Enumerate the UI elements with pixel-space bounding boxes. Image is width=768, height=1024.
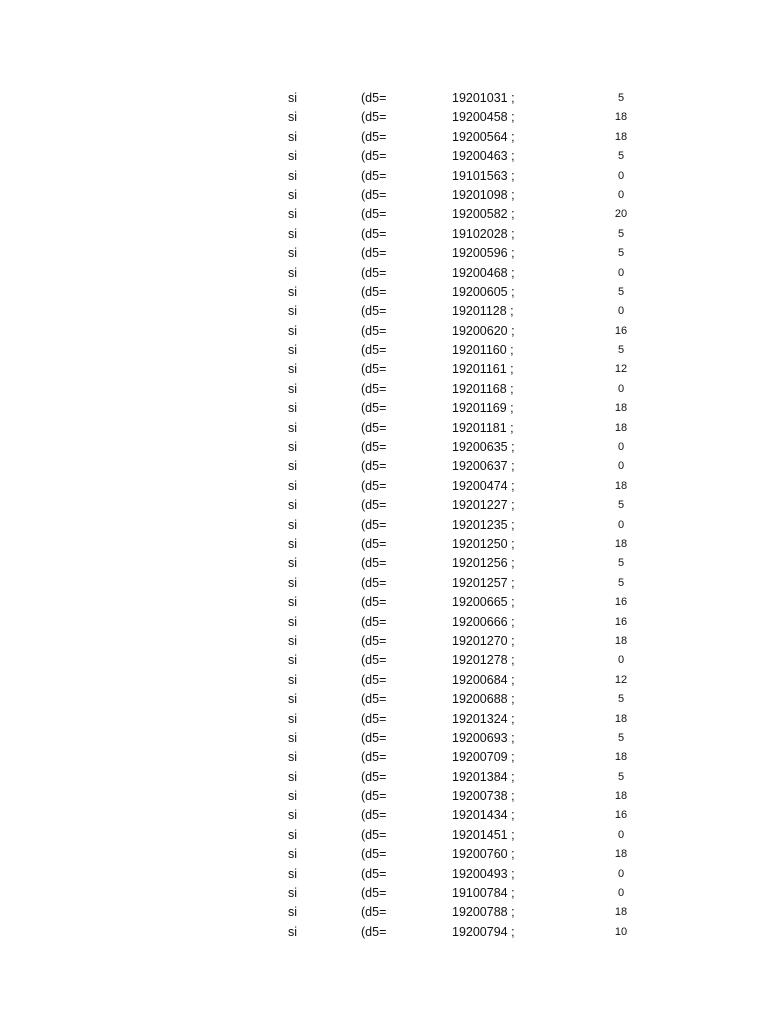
formula-row [0,865,768,884]
condition-expression: (d5= [361,284,387,299]
function-name: si [288,614,298,629]
function-name: si [288,692,298,707]
function-name: si [288,769,298,784]
condition-expression: (d5= [361,362,387,377]
result-value: 10 [614,925,628,938]
id-value: 19201451 ; [452,827,515,842]
condition-expression: (d5= [361,866,387,881]
id-value: 19200666 ; [452,614,515,629]
function-name: si [288,886,298,901]
function-name: si [288,711,298,726]
id-value: 19200605 ; [452,284,515,299]
id-value: 19201227 ; [452,498,515,513]
result-value: 5 [617,499,625,512]
function-name: si [288,246,298,261]
condition-expression: (d5= [361,672,387,687]
formula-row [0,128,768,147]
function-name: si [288,905,298,920]
condition-expression: (d5= [361,924,387,939]
condition-expression: (d5= [361,323,387,338]
result-value: 16 [614,324,628,337]
formula-row [0,108,768,127]
condition-expression: (d5= [361,789,387,804]
formula-row [0,516,768,535]
function-name: si [288,672,298,687]
id-value: 19200458 ; [452,110,515,125]
result-value: 16 [614,809,628,822]
condition-expression: (d5= [361,711,387,726]
condition-expression: (d5= [361,827,387,842]
formula-row [0,787,768,806]
formula-row [0,574,768,593]
result-value: 5 [617,557,625,570]
id-value: 19201181 ; [452,420,514,435]
condition-expression: (d5= [361,129,387,144]
id-value: 19201384 ; [452,769,515,784]
formula-row [0,244,768,263]
formula-row [0,748,768,767]
result-value: 18 [614,751,628,764]
result-value: 18 [614,111,628,124]
condition-expression: (d5= [361,536,387,551]
condition-expression: (d5= [361,91,387,105]
condition-expression: (d5= [361,440,387,455]
result-value: 0 [617,188,625,201]
result-value: 18 [614,421,628,434]
condition-expression: (d5= [361,265,387,280]
id-value: 19201250 ; [452,536,515,551]
result-value: 18 [614,537,628,550]
result-value: 0 [617,169,625,182]
formula-row [0,729,768,748]
condition-expression: (d5= [361,633,387,648]
condition-expression: (d5= [361,498,387,513]
formula-row [0,399,768,418]
condition-expression: (d5= [361,381,387,396]
result-value: 5 [617,227,625,240]
id-value: 19200463 ; [452,149,515,164]
function-name: si [288,847,298,862]
result-value: 18 [614,848,628,861]
formula-row [0,457,768,476]
id-value: 19200474 ; [452,478,515,493]
id-value: 19201161 ; [452,362,514,377]
formula-row [0,632,768,651]
formula-row [0,710,768,729]
condition-expression: (d5= [361,478,387,493]
result-value: 12 [614,363,628,376]
formula-row [0,302,768,321]
result-value: 0 [617,867,625,880]
result-value: 0 [617,266,625,279]
result-value: 5 [617,344,625,357]
formula-row [0,205,768,224]
formula-row [0,496,768,515]
result-value: 18 [614,634,628,647]
formula-row [0,651,768,670]
id-value: 19201128 ; [452,304,514,319]
function-name: si [288,517,298,532]
formula-row [0,671,768,690]
function-name: si [288,730,298,745]
id-value: 19200620 ; [452,323,515,338]
result-value: 0 [617,828,625,841]
condition-expression: (d5= [361,595,387,610]
function-name: si [288,207,298,222]
id-value: 19200794 ; [452,924,515,939]
result-value: 0 [617,382,625,395]
function-name: si [288,498,298,513]
formula-row [0,554,768,573]
formula-row [0,186,768,205]
result-value: 18 [614,712,628,725]
function-name: si [288,827,298,842]
formula-row [0,419,768,438]
formula-row [0,360,768,379]
id-value: 19201256 ; [452,556,515,571]
condition-expression: (d5= [361,459,387,474]
formula-row [0,923,768,942]
function-name: si [288,459,298,474]
id-value: 19200637 ; [452,459,515,474]
function-name: si [288,187,298,202]
function-name: si [288,226,298,241]
function-name: si [288,595,298,610]
id-value: 19200788 ; [452,905,515,920]
id-value: 19201324 ; [452,711,515,726]
condition-expression: (d5= [361,343,387,358]
id-value: 19102028 ; [452,226,515,241]
formula-row [0,768,768,787]
condition-expression: (d5= [361,517,387,532]
formula-row [0,903,768,922]
result-value: 5 [617,247,625,260]
id-value: 19200760 ; [452,847,515,862]
function-name: si [288,343,298,358]
function-name: si [288,575,298,590]
id-value: 19200582 ; [452,207,515,222]
id-value: 19200493 ; [452,866,515,881]
condition-expression: (d5= [361,653,387,668]
condition-expression: (d5= [361,420,387,435]
function-name: si [288,304,298,319]
condition-expression: (d5= [361,149,387,164]
id-value: 19200665 ; [452,595,515,610]
result-value: 5 [617,770,625,783]
function-name: si [288,265,298,280]
function-name: si [288,536,298,551]
result-value: 5 [617,693,625,706]
id-value: 19101563 ; [452,168,515,183]
id-value: 19200693 ; [452,730,515,745]
formula-row [0,89,768,108]
formula-row [0,438,768,457]
condition-expression: (d5= [361,886,387,901]
function-name: si [288,750,298,765]
id-value: 19100784 ; [452,886,515,901]
formula-row [0,806,768,825]
id-value: 19200564 ; [452,129,515,144]
formula-row [0,380,768,399]
function-name: si [288,401,298,416]
result-value: 5 [617,731,625,744]
result-value: 18 [614,130,628,143]
formula-row [0,845,768,864]
function-name: si [288,149,298,164]
id-value: 19200635 ; [452,440,515,455]
result-value: 18 [614,402,628,415]
function-name: si [288,110,298,125]
function-name: si [288,556,298,571]
result-value: 20 [614,208,628,221]
id-value: 19201257 ; [452,575,515,590]
condition-expression: (d5= [361,187,387,202]
formula-row [0,322,768,341]
id-value: 19201098 ; [452,187,515,202]
formula-row [0,225,768,244]
function-name: si [288,478,298,493]
id-value: 19201278 ; [452,653,515,668]
id-value: 19200738 ; [452,789,515,804]
condition-expression: (d5= [361,730,387,745]
function-name: si [288,633,298,648]
condition-expression: (d5= [361,401,387,416]
formula-row [0,477,768,496]
function-name: si [288,866,298,881]
result-value: 18 [614,479,628,492]
id-value: 19200688 ; [452,692,515,707]
formula-row [0,167,768,186]
formula-row [0,593,768,612]
condition-expression: (d5= [361,692,387,707]
formula-row [0,264,768,283]
formula-row [0,341,768,360]
id-value: 19201031 ; [452,91,515,105]
result-value: 0 [617,518,625,531]
formula-sheet [0,89,768,942]
result-value: 5 [617,92,625,104]
function-name: si [288,362,298,377]
id-value: 19200468 ; [452,265,515,280]
result-value: 5 [617,576,625,589]
formula-row [0,884,768,903]
id-value: 19201434 ; [452,808,515,823]
condition-expression: (d5= [361,556,387,571]
id-value: 19200684 ; [452,672,515,687]
function-name: si [288,420,298,435]
id-value: 19200596 ; [452,246,515,261]
formula-row [0,283,768,302]
condition-expression: (d5= [361,769,387,784]
result-value: 12 [614,673,628,686]
result-value: 5 [617,150,625,163]
id-value: 19201169 ; [452,401,514,416]
result-value: 0 [617,654,625,667]
condition-expression: (d5= [361,246,387,261]
condition-expression: (d5= [361,226,387,241]
id-value: 19201270 ; [452,633,515,648]
formula-row [0,535,768,554]
condition-expression: (d5= [361,750,387,765]
function-name: si [288,440,298,455]
function-name: si [288,789,298,804]
formula-row [0,826,768,845]
function-name: si [288,323,298,338]
result-value: 0 [617,441,625,454]
function-name: si [288,381,298,396]
function-name: si [288,808,298,823]
id-value: 19201160 ; [452,343,514,358]
id-value: 19201168 ; [452,381,514,396]
condition-expression: (d5= [361,847,387,862]
function-name: si [288,129,298,144]
function-name: si [288,91,298,105]
condition-expression: (d5= [361,168,387,183]
function-name: si [288,653,298,668]
condition-expression: (d5= [361,575,387,590]
result-value: 0 [617,460,625,473]
condition-expression: (d5= [361,304,387,319]
id-value: 19200709 ; [452,750,515,765]
formula-row [0,147,768,166]
function-name: si [288,924,298,939]
id-value: 19201235 ; [452,517,515,532]
formula-row [0,690,768,709]
condition-expression: (d5= [361,614,387,629]
function-name: si [288,284,298,299]
result-value: 18 [614,790,628,803]
condition-expression: (d5= [361,808,387,823]
formula-row [0,613,768,632]
condition-expression: (d5= [361,110,387,125]
result-value: 16 [614,596,628,609]
result-value: 0 [617,305,625,318]
result-value: 0 [617,887,625,900]
result-value: 5 [617,285,625,298]
condition-expression: (d5= [361,207,387,222]
result-value: 16 [614,615,628,628]
function-name: si [288,168,298,183]
condition-expression: (d5= [361,905,387,920]
result-value: 18 [614,906,628,919]
